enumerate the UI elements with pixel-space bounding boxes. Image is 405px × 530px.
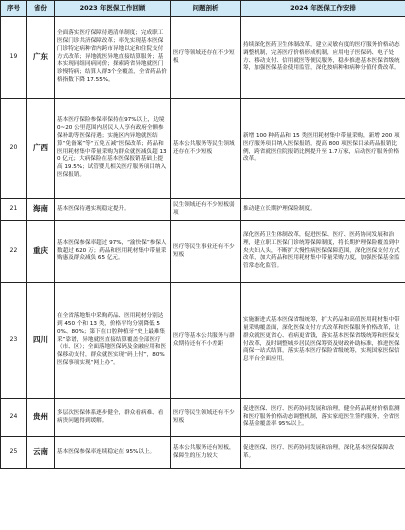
row-number: 20: [1, 99, 27, 199]
row-province: 云南: [27, 437, 55, 469]
table-row: [1, 399, 405, 437]
row-issue: 基本公共服务等民生领域还存在不少短板: [171, 99, 241, 199]
row-plan: 促进医保、医疗、医药协同发展和治理，健全药品耗材价格监测和医疗服务价格动态调整机制，落实家庭医生签约服务，全省医保基金覆盖率 95%以上。: [241, 399, 405, 437]
row-province: 重庆: [27, 221, 55, 283]
row-province: 海南: [27, 199, 55, 221]
row-number: 22: [1, 221, 27, 283]
row-province: 广西: [27, 99, 55, 199]
table-row: [1, 437, 405, 469]
row-review: 基本医保待遇实现稳定提升。: [55, 199, 171, 221]
table-row: [1, 99, 405, 199]
header-review: 2023 年医保工作回顾: [55, 1, 171, 17]
row-issue: 医疗等领域还存在不少短板: [171, 17, 241, 99]
row-plan: 新增 100 种药品和 15 类医用耗材集中带量采购，新增 200 项医疗服务项目纳入医保报销，提高 800 项医保目录药品报销比例，跨省就医住院报销比例提升至 1.7万家，启动医疗服务价格改革。: [241, 99, 405, 199]
row-review: 多层次医保体系逐步健全，群众看病难、看病贵问题得到缓解。: [55, 399, 171, 437]
header-plan: 2024 年医保工作安排: [241, 1, 405, 17]
row-number: 25: [1, 437, 27, 469]
table-header-row: [1, 1, 405, 17]
row-province: 贵州: [27, 399, 55, 437]
table-row: [1, 17, 405, 99]
row-review: 基本医保参保率超过 97%，“渝快保”参保人数超过 620 万；药品和医用耗材集中带量采购惠及群众减负 65 亿元。: [55, 221, 171, 283]
header-issue: 问题剖析: [171, 1, 241, 17]
row-plan: 促进医保、医疗、医药协同发展和治理，深化基本医保保障改革。: [241, 437, 405, 469]
row-province: 四川: [27, 283, 55, 399]
row-plan: 持续深化医药卫生体制改革，建立灵敏有度的医疗服务价格动态调整机制，完善医疗价格形成机制，应用电子医保码、电子处方、移动支付、信用就医等便民服务，稳步推进基本医保省级统筹，加强医保基金使用监管，深化按病种和病种分值付费改革。: [241, 17, 405, 99]
row-issue: 医疗等民生领域还有不少短板: [171, 399, 241, 437]
table-row: [1, 221, 405, 283]
row-issue: 医疗等民生事业还有不少短板: [171, 221, 241, 283]
header-no: 序号: [1, 1, 27, 17]
table-row: [1, 199, 405, 221]
row-number: 23: [1, 283, 27, 399]
row-review: 全面落实医疗保障待遇清单制度；完成职工医保门诊共济保障改革；率先实现基本医保门诊特定病种省内跨市异地以定和住院支付方式改革；异地就医异地直接结算服务；基本实现同组同病同价；探索跨省异地就医门诊慢特病；结算人群3个全覆盖，全省药品价格指数下降 17.55%。: [55, 17, 171, 99]
row-issue: 医疗等基本公共服务与群众期待还有不小差距: [171, 283, 241, 399]
row-number: 19: [1, 17, 27, 99]
row-number: 21: [1, 199, 27, 221]
row-issue: 民生领域还有不少短板弱项: [171, 199, 241, 221]
row-issue: 基本公共服务还有短板，保障生的压力较大: [171, 437, 241, 469]
row-plan: 实施渐进式基本医保省级统筹，扩大药品和高值医用耗材集中带量采购覆盖面，深化医保支付方式改革和医保服务价格改革，让群众就医更省心、看病更省钱，落实基本医保省级统筹和医保支付改革，及时调整城乡居民医保筹资及财政补助标准，推进医保商保一站式结算，落实基本医疗保险省级统筹，实现国家医保信息平台全面应用。: [241, 283, 405, 399]
row-plan: 推动建立长期护理保险制度。: [241, 199, 405, 221]
row-review: 基本医疗保险参保率保持在97%以上，边境 0~20 公里范围内居民人人享有政府全额参保补助等医保待遇；实施区内异地就医结算“免备案”等“五免五减”医保改革；药品和医用耗材集中带量采购为群众就医减负超 130 亿元；大病保险在基本医保报销基础上提高 19.5%；试管婴儿相关医疗服务项目纳入医保报销。: [55, 99, 171, 199]
table-row: [1, 283, 405, 399]
row-province: 广东: [27, 17, 55, 99]
header-province: 省份: [27, 1, 55, 17]
row-review: 基本医保参保率连续稳定在 95%以上。: [55, 437, 171, 469]
row-number: 24: [1, 399, 27, 437]
row-review: 在全省落地集中采购药品、医用耗材分别达到 450 个和 13 类，价格平均分别降低 50%、80%；第下在口腔种植牙“史上最难集采”靠谱，异地就医直接结算覆盖全部医疗（市、区）；全面落地医保码及金融应用和医保移动支付，群众就医实现“码上付”，80%医保事项实现“网上办”。: [55, 283, 171, 399]
row-plan: 深化医药卫生体制改革，促进医保、医疗、医药协同发展和治理，建立职工医保门诊统筹保障制度，将长期护理保险覆盖到中央夫妇人头，不断扩大慢性病医保保障范围，深化医保支付方式改革，加大药品和医用耗材集中带量采购力度，加强医保基金监管常态化监管。: [241, 221, 405, 283]
